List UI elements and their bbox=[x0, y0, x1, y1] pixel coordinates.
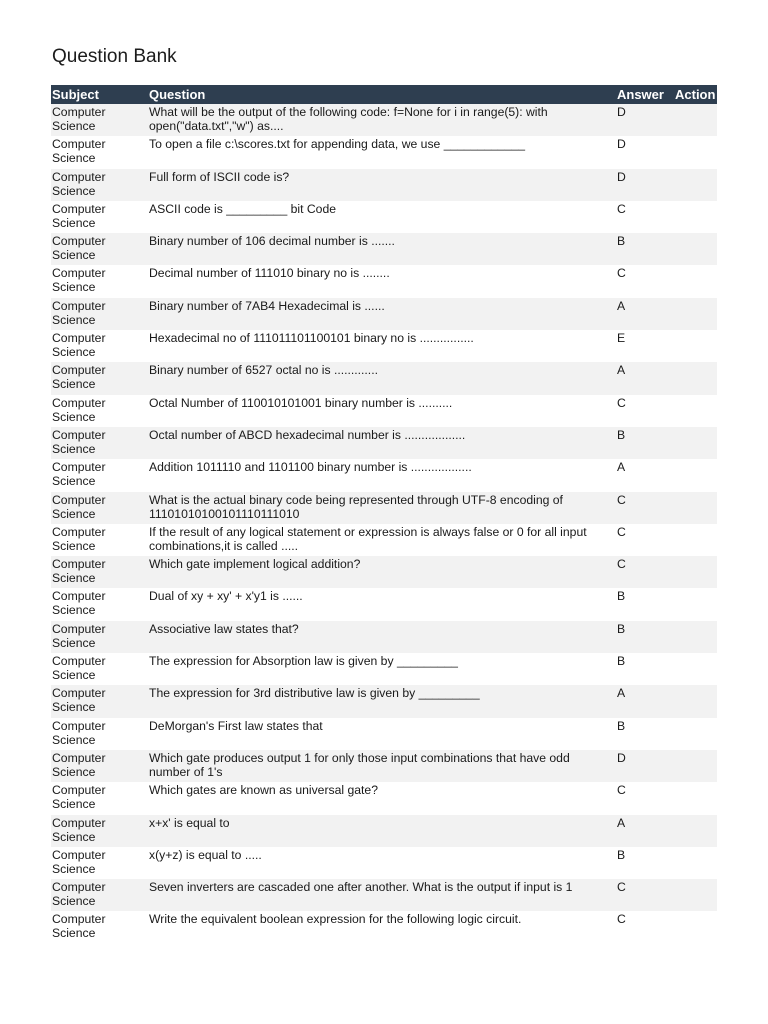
cell-answer: E bbox=[616, 330, 674, 362]
cell-action bbox=[674, 427, 717, 459]
cell-answer: B bbox=[616, 588, 674, 620]
cell-answer: C bbox=[616, 395, 674, 427]
cell-question: Which gate implement logical addition? bbox=[148, 556, 616, 588]
table-row bbox=[51, 427, 717, 459]
header-action: Action bbox=[674, 85, 717, 104]
cell-answer: A bbox=[616, 298, 674, 330]
question-table bbox=[51, 85, 717, 944]
table-row bbox=[51, 879, 717, 911]
table-header bbox=[51, 85, 717, 104]
cell-question: Seven inverters are cascaded one after another. What is the output if input is 1 bbox=[148, 879, 616, 911]
cell-question: What is the actual binary code being represented through UTF-8 encoding of 11101010100101110111010 bbox=[148, 492, 616, 524]
cell-question: Decimal number of 111010 binary no is ........ bbox=[148, 265, 616, 297]
cell-action bbox=[674, 169, 717, 201]
header-subject: Subject bbox=[51, 85, 148, 104]
table-row bbox=[51, 395, 717, 427]
cell-action bbox=[674, 265, 717, 297]
cell-subject: Computer Science bbox=[51, 750, 148, 782]
cell-subject: Computer Science bbox=[51, 685, 148, 717]
cell-subject: Computer Science bbox=[51, 330, 148, 362]
table-row bbox=[51, 104, 717, 136]
cell-subject: Computer Science bbox=[51, 782, 148, 814]
cell-question: If the result of any logical statement or expression is always false or 0 for all input combinations,it is called ..... bbox=[148, 524, 616, 556]
table-row bbox=[51, 911, 717, 943]
cell-action bbox=[674, 653, 717, 685]
cell-question: What will be the output of the following code: f=None for i in range(5): with open("data.txt","w") as.... bbox=[148, 104, 616, 136]
cell-action bbox=[674, 298, 717, 330]
cell-answer: C bbox=[616, 492, 674, 524]
cell-subject: Computer Science bbox=[51, 588, 148, 620]
table-row bbox=[51, 685, 717, 717]
cell-question: Full form of ISCII code is? bbox=[148, 169, 616, 201]
cell-subject: Computer Science bbox=[51, 524, 148, 556]
cell-question: Write the equivalent boolean expression for the following logic circuit. bbox=[148, 911, 616, 943]
cell-question: Binary number of 7AB4 Hexadecimal is ...... bbox=[148, 298, 616, 330]
cell-subject: Computer Science bbox=[51, 621, 148, 653]
table-row bbox=[51, 136, 717, 168]
cell-subject: Computer Science bbox=[51, 395, 148, 427]
cell-action bbox=[674, 750, 717, 782]
cell-action bbox=[674, 879, 717, 911]
cell-answer: C bbox=[616, 911, 674, 943]
table-row bbox=[51, 718, 717, 750]
cell-question: Addition 1011110 and 1101100 binary number is .................. bbox=[148, 459, 616, 491]
cell-action bbox=[674, 492, 717, 524]
table-row bbox=[51, 169, 717, 201]
cell-answer: A bbox=[616, 685, 674, 717]
cell-answer: B bbox=[616, 621, 674, 653]
cell-question: The expression for 3rd distributive law is given by _________ bbox=[148, 685, 616, 717]
cell-question: x+x' is equal to bbox=[148, 815, 616, 847]
cell-answer: C bbox=[616, 265, 674, 297]
cell-answer: A bbox=[616, 815, 674, 847]
cell-action bbox=[674, 556, 717, 588]
cell-question: Which gates are known as universal gate? bbox=[148, 782, 616, 814]
cell-answer: C bbox=[616, 524, 674, 556]
cell-answer: C bbox=[616, 782, 674, 814]
table-row bbox=[51, 459, 717, 491]
cell-answer: D bbox=[616, 104, 674, 136]
table-header-row bbox=[51, 85, 717, 104]
cell-action bbox=[674, 847, 717, 879]
cell-answer: D bbox=[616, 169, 674, 201]
table-row bbox=[51, 492, 717, 524]
cell-question: Binary number of 106 decimal number is ....... bbox=[148, 233, 616, 265]
cell-action bbox=[674, 330, 717, 362]
cell-subject: Computer Science bbox=[51, 298, 148, 330]
cell-subject: Computer Science bbox=[51, 169, 148, 201]
cell-subject: Computer Science bbox=[51, 815, 148, 847]
table-row bbox=[51, 588, 717, 620]
cell-action bbox=[674, 136, 717, 168]
cell-action bbox=[674, 362, 717, 394]
page-title: Question Bank bbox=[52, 46, 177, 67]
cell-answer: B bbox=[616, 847, 674, 879]
cell-subject: Computer Science bbox=[51, 265, 148, 297]
cell-action bbox=[674, 588, 717, 620]
table-row bbox=[51, 330, 717, 362]
cell-question: DeMorgan's First law states that bbox=[148, 718, 616, 750]
cell-answer: B bbox=[616, 427, 674, 459]
cell-subject: Computer Science bbox=[51, 847, 148, 879]
cell-question: ASCII code is _________ bit Code bbox=[148, 201, 616, 233]
table-row bbox=[51, 556, 717, 588]
header-answer: Answer bbox=[616, 85, 674, 104]
cell-answer: D bbox=[616, 136, 674, 168]
table-row bbox=[51, 524, 717, 556]
cell-subject: Computer Science bbox=[51, 201, 148, 233]
cell-action bbox=[674, 233, 717, 265]
cell-subject: Computer Science bbox=[51, 718, 148, 750]
cell-answer: C bbox=[616, 201, 674, 233]
table-row bbox=[51, 815, 717, 847]
cell-action bbox=[674, 782, 717, 814]
table-row bbox=[51, 233, 717, 265]
cell-action bbox=[674, 718, 717, 750]
cell-subject: Computer Science bbox=[51, 911, 148, 943]
cell-action bbox=[674, 104, 717, 136]
cell-subject: Computer Science bbox=[51, 104, 148, 136]
cell-question: Hexadecimal no of 111011101100101 binary no is ................ bbox=[148, 330, 616, 362]
cell-action bbox=[674, 524, 717, 556]
table-row bbox=[51, 782, 717, 814]
cell-subject: Computer Science bbox=[51, 233, 148, 265]
cell-answer: B bbox=[616, 718, 674, 750]
table-row bbox=[51, 847, 717, 879]
cell-subject: Computer Science bbox=[51, 556, 148, 588]
table-row bbox=[51, 201, 717, 233]
cell-answer: D bbox=[616, 750, 674, 782]
cell-subject: Computer Science bbox=[51, 136, 148, 168]
cell-action bbox=[674, 911, 717, 943]
header-question: Question bbox=[148, 85, 616, 104]
cell-subject: Computer Science bbox=[51, 459, 148, 491]
cell-action bbox=[674, 459, 717, 491]
table-row bbox=[51, 265, 717, 297]
cell-question: Binary number of 6527 octal no is ............. bbox=[148, 362, 616, 394]
cell-action bbox=[674, 685, 717, 717]
cell-answer: B bbox=[616, 233, 674, 265]
table-row bbox=[51, 362, 717, 394]
cell-subject: Computer Science bbox=[51, 427, 148, 459]
table-row bbox=[51, 621, 717, 653]
cell-subject: Computer Science bbox=[51, 492, 148, 524]
table-body bbox=[51, 104, 717, 944]
cell-question: To open a file c:\scores.txt for appending data, we use ____________ bbox=[148, 136, 616, 168]
cell-action bbox=[674, 815, 717, 847]
cell-question: Octal number of ABCD hexadecimal number is .................. bbox=[148, 427, 616, 459]
cell-answer: A bbox=[616, 362, 674, 394]
table-row bbox=[51, 750, 717, 782]
cell-answer: B bbox=[616, 653, 674, 685]
cell-answer: C bbox=[616, 879, 674, 911]
cell-question: Dual of xy + xy' + x'y1 is ...... bbox=[148, 588, 616, 620]
cell-action bbox=[674, 621, 717, 653]
cell-question: x(y+z) is equal to ..... bbox=[148, 847, 616, 879]
table-row bbox=[51, 653, 717, 685]
cell-action bbox=[674, 201, 717, 233]
cell-subject: Computer Science bbox=[51, 362, 148, 394]
cell-answer: A bbox=[616, 459, 674, 491]
cell-subject: Computer Science bbox=[51, 879, 148, 911]
cell-action bbox=[674, 395, 717, 427]
table-row bbox=[51, 298, 717, 330]
cell-question: The expression for Absorption law is given by _________ bbox=[148, 653, 616, 685]
cell-subject: Computer Science bbox=[51, 653, 148, 685]
cell-answer: C bbox=[616, 556, 674, 588]
cell-question: Octal Number of 110010101001 binary number is .......... bbox=[148, 395, 616, 427]
cell-question: Which gate produces output 1 for only those input combinations that have odd number of 1's bbox=[148, 750, 616, 782]
cell-question: Associative law states that? bbox=[148, 621, 616, 653]
